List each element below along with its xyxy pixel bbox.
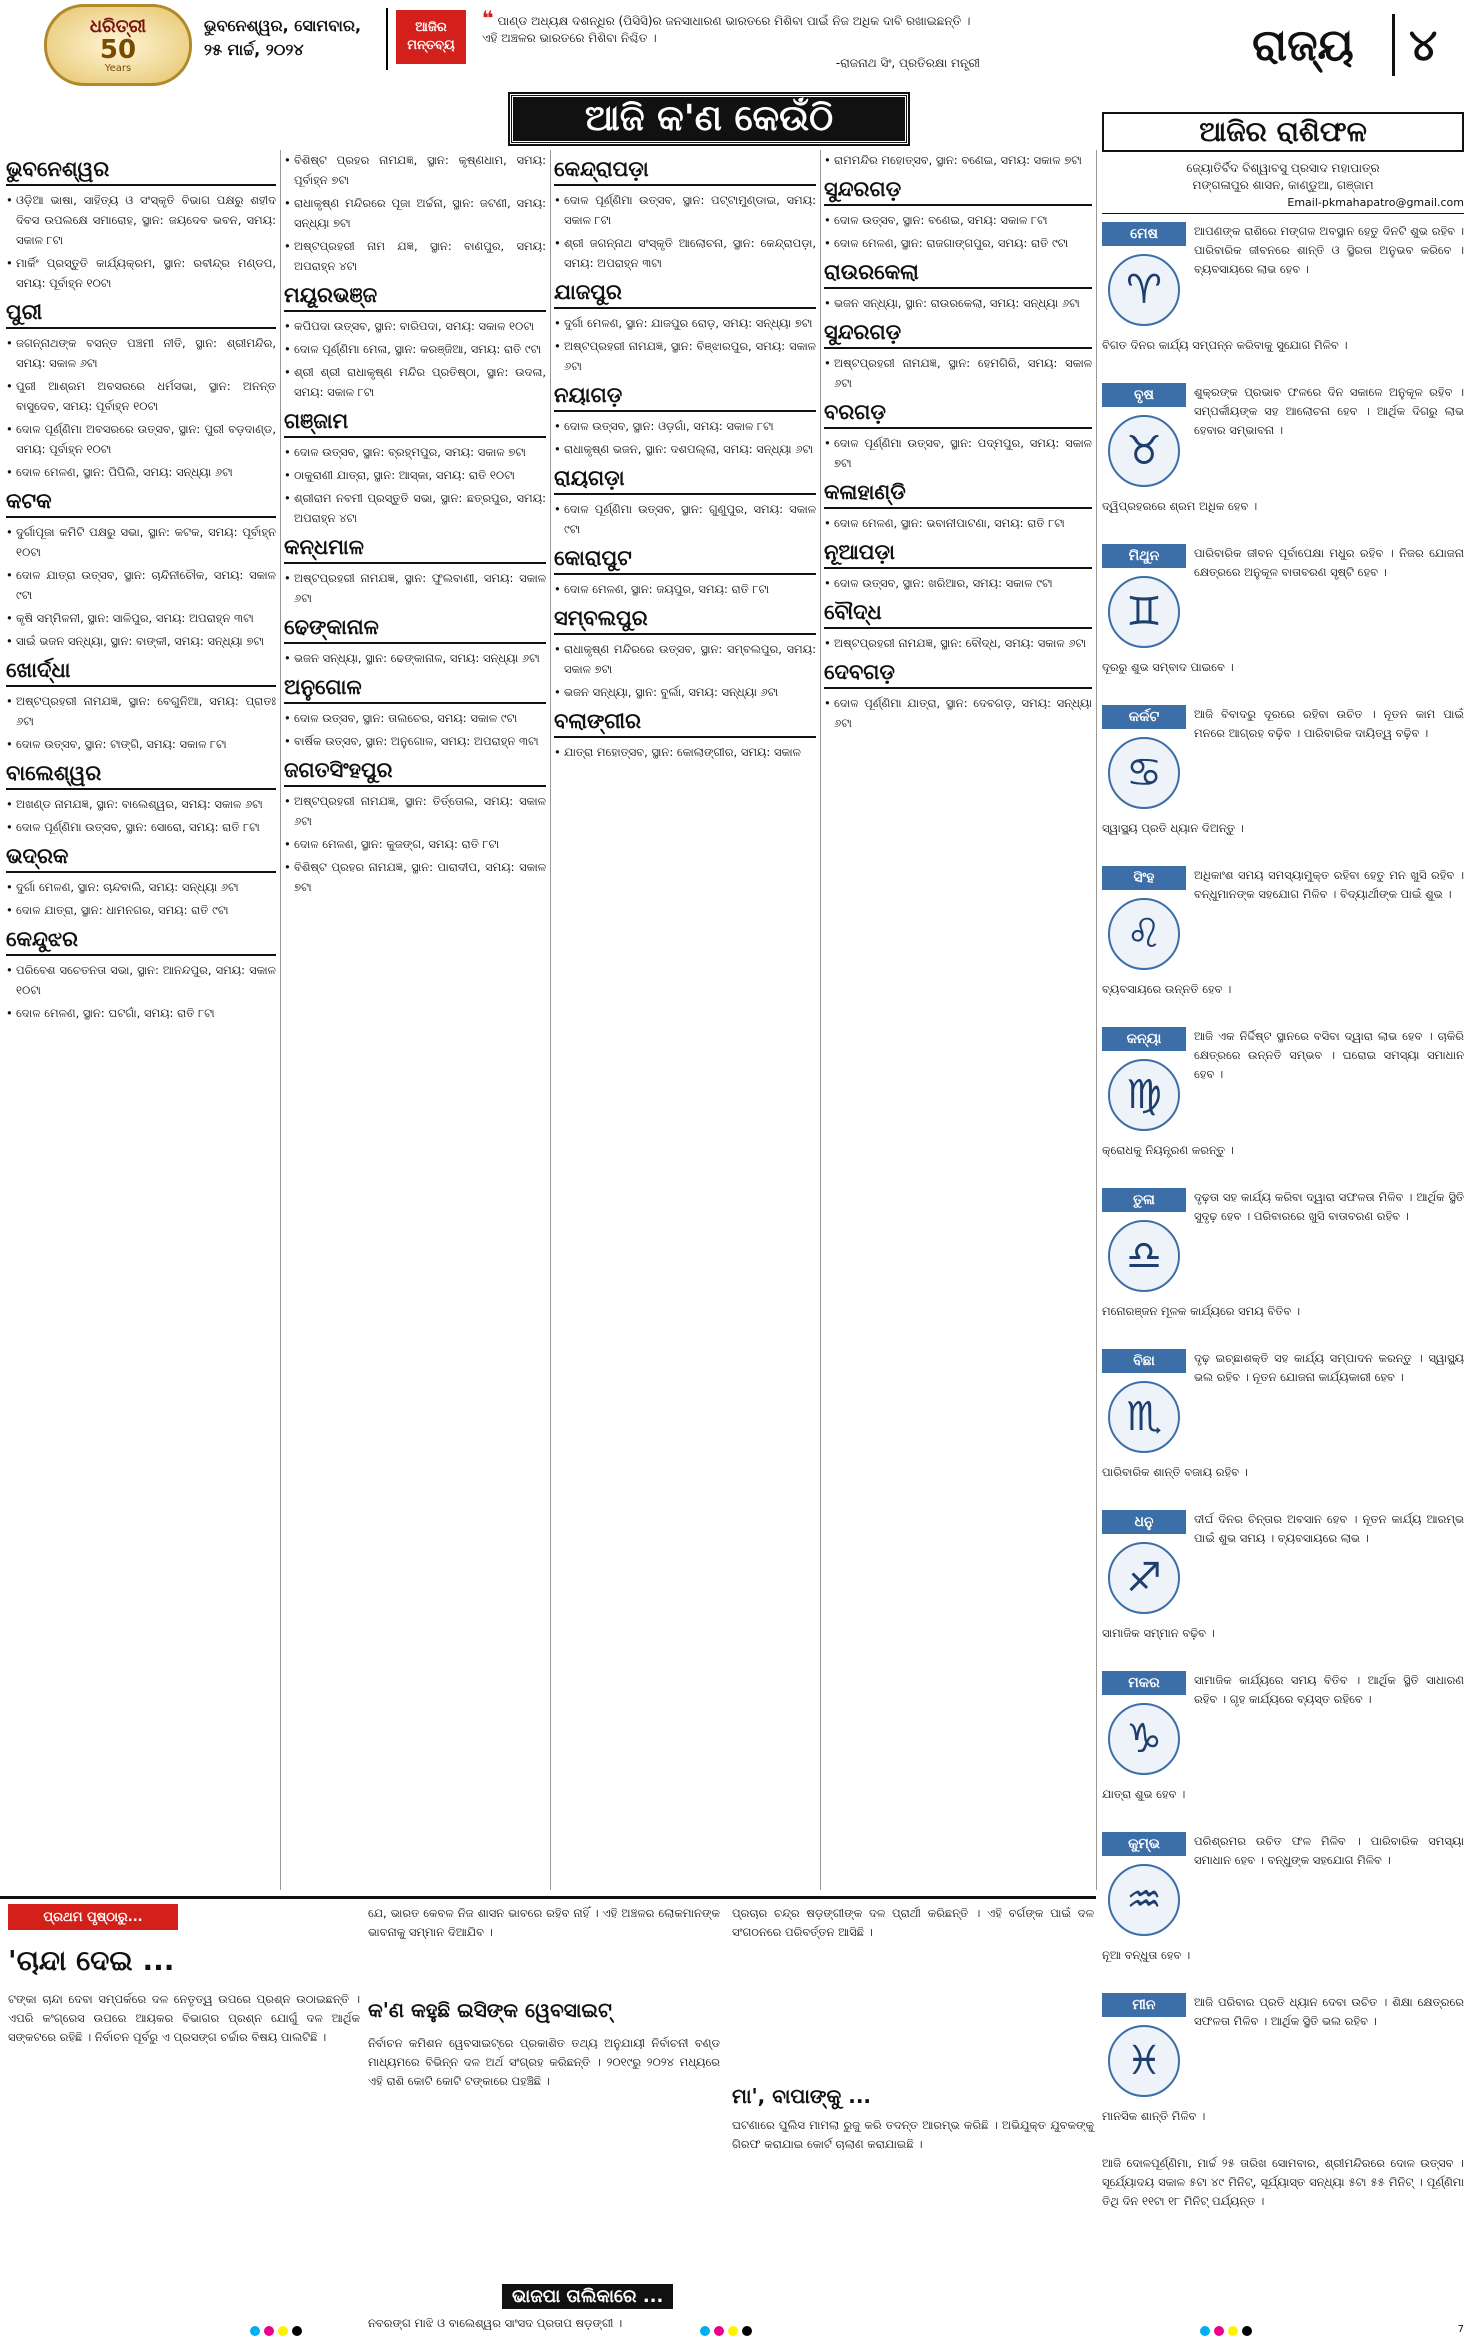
story-text: ନବରଙ୍ଗ ମାଝି ଓ ବାଲେଶ୍ୱର ସାଂସଦ ପ୍ରତାପ ଷଡ଼ଙ୍ଗୀ । (368, 2316, 623, 2330)
district-heading: ପୁରୀ (6, 299, 276, 329)
district-heading: ଅନୁଗୋଳ (284, 674, 546, 704)
zodiac-sign-entry (1102, 383, 1464, 536)
listing-column-1 (6, 150, 276, 1890)
event-listing: • ଠାକୁରାଣୀ ଯାତ୍ରା, ସ୍ଥାନ: ଆସ୍କା, ସମୟ: ରାତି ୧୦ଟା (284, 465, 546, 485)
district-heading: ଜଗତସିଂହପୁର (284, 757, 546, 787)
district-heading: ରାୟଗଡ଼ା (554, 465, 816, 495)
district-heading: ବୌଦ୍ଧ (824, 599, 1092, 629)
event-listing: • ଦୋଳ ମେଳଣ, ସ୍ଥାନ: ଜୟପୁର, ସମୟ: ରାତି ୮ଟା (554, 579, 816, 599)
story-subheadline: ମା', ବାପାଙ୍କୁ ... (732, 2084, 872, 2108)
district-heading: ଭଦ୍ରକ (6, 843, 276, 873)
event-listing: • କପିପଦା ଉତ୍ସବ, ସ୍ଥାନ: ବାରିପଦା, ସମୟ: ସକାଳ ୧୦ଟା (284, 316, 546, 336)
zodiac-sign-name: କନ୍ୟା (1102, 1027, 1186, 1051)
event-listing: • ଦୋଳ ମେଳଣ, ସ୍ଥାନ: ଭବାନୀପାଟଣା, ସମୟ: ରାତି ୮ଟା (824, 513, 1092, 533)
event-listing: • ଶ୍ରୀ ଜଗନ୍ନାଥ ସଂସ୍କୃତି ଆଲୋଚନା, ସ୍ଥାନ: କେନ୍ଦ୍ରାପଡ଼ା, ସମୟ: ଅପରାହ୍ନ ୩ଟା (554, 233, 816, 273)
event-listing: • ଦୋଳ ଉତ୍ସବ, ସ୍ଥାନ: ଟାଙ୍ଗି, ସମୟ: ସକାଳ ୮ଟା (6, 734, 276, 754)
zodiac-prediction: ଆଜି ପରିବାର ପ୍ରତି ଧ୍ୟାନ ଦେବା ଉଚିତ । ଶିକ୍ଷା କ୍ଷେତ୍ରରେ ସଫଳତା ମିଳିବ । ଆର୍ଥିକ ସ୍ଥିତି ଭଲ ରହିବ । (1194, 1995, 1464, 2028)
zodiac-prediction-continued: ସ୍ୱାସ୍ଥ୍ୟ ପ୍ରତି ଧ୍ୟାନ ଦିଅନ୍ତୁ । (1102, 821, 1244, 835)
event-listing: • ଅଷ୍ଟପ୍ରହରୀ ନାମଯଜ୍ଞ, ସ୍ଥାନ: ବିଞ୍ଝାରପୁର, ସମୟ: ସକାଳ ୬ଟା (554, 336, 816, 376)
district-heading: କୋରାପୁଟ (554, 545, 816, 575)
zodiac-symbol-icon: ♓ (1108, 2025, 1180, 2097)
event-listing: • ଜଗନ୍ନାଥଙ୍କ ବସନ୍ତ ପଞ୍ଚମୀ ନୀତି, ସ୍ଥାନ: ଶ୍ରୀମନ୍ଦିର, ସମୟ: ସକାଳ ୬ଟା (6, 333, 276, 373)
event-listing: • ବିଶିଷ୍ଟ ପ୍ରହର ନାମଯଜ୍ଞ, ସ୍ଥାନ: ପାରାଦୀପ, ସମୟ: ସକାଳ ୭ଟା (284, 857, 546, 897)
district-heading: ଢେଙ୍କାନାଳ (284, 614, 546, 644)
district-heading: ଖୋର୍ଦ୍ଧା (6, 657, 276, 687)
zodiac-symbol-icon: ♑ (1108, 1703, 1180, 1775)
event-listing: • ଶ୍ରୀ ଶ୍ରୀ ରାଧାକୃଷ୍ଣ ମନ୍ଦିର ପ୍ରତିଷ୍ଠା, ସ୍ଥାନ: ଉଦଳା, ସମୟ: ସକାଳ ୮ଟା (284, 362, 546, 402)
author-email: Email-pkmahapatro@gmail.com (1287, 196, 1464, 209)
event-listing: • ଅଷ୍ଟପ୍ରହରୀ ନାମ ଯଜ୍ଞ, ସ୍ଥାନ: ବାଣପୁର, ସମୟ: ଅପରାହ୍ନ ୪ଟା (284, 236, 546, 276)
event-listing: • ଅଷ୍ଟପ୍ରହରୀ ନାମଯଜ୍ଞ, ସ୍ଥାନ: ଫୁଲବାଣୀ, ସମୟ: ସକାଳ ୬ଟା (284, 568, 546, 608)
event-listing: • ଦୁର୍ଗା ମେଳଣ, ସ୍ଥାନ: ଯାଜପୁର ରୋଡ଼, ସମୟ: ସନ୍ଧ୍ୟା ୭ଟା (554, 313, 816, 333)
zodiac-sign-entry (1102, 866, 1464, 1019)
story-text: ପ୍ରଚାର ଚନ୍ଦ୍ର ଷଡ଼ଙ୍ଗୀଙ୍କ ଦଳ ପ୍ରାର୍ଥୀ କରିଛନ୍ତି । ଏହି ବର୍ଗଙ୍କ ପାଇଁ ଦଳ ସଂଗଠନରେ ପରିବର୍ତ୍ତନ ଆସିଛି । (732, 1906, 1094, 1939)
event-listing: • ଦୋଳ ପୂର୍ଣ୍ଣିମା ଉତ୍ସବ, ସ୍ଥାନ: ପଦ୍ମପୁର, ସମୟ: ସକାଳ ୭ଟା (824, 433, 1092, 473)
district-heading: ମୟୂରଭଞ୍ଜ (284, 282, 546, 312)
zodiac-sign-name: ମେଷ (1102, 222, 1186, 246)
page-number: ୪ (1409, 19, 1438, 71)
event-listing: • ଅଖଣ୍ଡ ନାମଯଜ୍ଞ, ସ୍ଥାନ: ବାଲେଶ୍ୱର, ସମୟ: ସକାଳ ୬ଟା (6, 794, 276, 814)
registration-marks (1200, 2326, 1252, 2336)
zodiac-sign-name: ମୀନ (1102, 1993, 1186, 2017)
quote-of-the-day (386, 8, 986, 70)
zodiac-symbol-icon: ♌ (1108, 898, 1180, 970)
print-page-number: 7 (1457, 2324, 1464, 2335)
story-text: ଯେ, ଭାରତ କେବଳ ନିଜ ଶାସନ ଭାବରେ ରହିବ ନାହିଁ । ଏହି ଅଞ୍ଚଳର ଲୋକମାନଙ୍କ ଭାବନାକୁ ସମ୍ମାନ ଦିଆଯିବ । (368, 1906, 720, 1939)
zodiac-prediction-continued: ମାନସିକ ଶାନ୍ତି ମିଳିବ । (1102, 2109, 1206, 2123)
zodiac-sign-entry (1102, 705, 1464, 858)
zodiac-sign-entry (1102, 544, 1464, 697)
zodiac-prediction: ଆଜି ଏକ ନିର୍ଦ୍ଦିଷ୍ଟ ସ୍ଥାନରେ ବସିବା ଦ୍ୱାରା ଲାଭ ହେବ । ଚାକିରି କ୍ଷେତ୍ରରେ ଉନ୍ନତି ସମ୍ଭବ । ଘରୋଇ ସମସ୍ୟା ସମାଧାନ ହେବ । (1194, 1029, 1464, 1081)
event-listing: • ଦୋଳ ମେଳଣ, ସ୍ଥାନ: ଘଟଗାଁ, ସମୟ: ରାତି ୮ଟା (6, 1003, 276, 1023)
continued-from-front-tag: ପ୍ରଥମ ପୃଷ୍ଠାରୁ... (8, 1904, 178, 1930)
event-listing: • ଦୋଳ ଉତ୍ସବ, ସ୍ଥାନ: ବ୍ରହ୍ମପୁର, ସମୟ: ସକାଳ ୭ଟା (284, 442, 546, 462)
event-listing: • ଅଷ୍ଟପ୍ରହରୀ ନାମଯଜ୍ଞ, ସ୍ଥାନ: ବୌଦ୍ଧ, ସମୟ: ସକାଳ ୬ଟା (824, 633, 1092, 653)
zodiac-sign-entry (1102, 1832, 1464, 1985)
zodiac-prediction-continued: ଦ୍ୱିପ୍ରହରରେ ଶ୍ରମ ଅଧିକ ହେବ । (1102, 499, 1258, 513)
event-listing: • ଦୋଳ ଯାତ୍ରା, ସ୍ଥାନ: ଧାମନଗର, ସମୟ: ରାତି ୯ଟା (6, 900, 276, 920)
event-listing: • ଯାତ୍ରା ମହୋତ୍ସବ, ସ୍ଥାନ: କୋଲାଙ୍ଗୀର, ସମୟ: ସକାଳ (554, 742, 816, 762)
registration-marks (250, 2326, 302, 2336)
event-listing: • ଭଜନ ସନ୍ଧ୍ୟା, ସ୍ଥାନ: ରାଉରକେଲା, ସମୟ: ସନ୍ଧ୍ୟା ୬ଟା (824, 293, 1092, 313)
zodiac-prediction-continued: ପାରିବାରିକ ଶାନ୍ତି ବଜାୟ ରହିବ । (1102, 1465, 1248, 1479)
column-divider (1096, 150, 1097, 1890)
logo-years: 50 (99, 35, 137, 65)
zodiac-prediction-continued: ବିଗତ ଦିନର କାର୍ଯ୍ୟ ସମ୍ପନ୍ନ କରିବାକୁ ସୁଯୋଗ ମିଳିବ । (1102, 338, 1348, 352)
zodiac-prediction-continued: ମନୋରଞ୍ଜନ ମୂଳକ କାର୍ଯ୍ୟରେ ସମୟ ବିତିବ । (1102, 1304, 1301, 1318)
event-listing: • ଭଜନ ସନ୍ଧ୍ୟା, ସ୍ଥାନ: ଢେଙ୍କାନାଳ, ସମୟ: ସନ୍ଧ୍ୟା ୬ଟା (284, 648, 546, 668)
event-listing: • ଦୋଳ ଉତ୍ସବ, ସ୍ଥାନ: ବଣେଇ, ସମୟ: ସକାଳ ୮ଟା (824, 210, 1092, 230)
district-heading: ବଲାଙ୍ଗୀର (554, 708, 816, 738)
event-listing: • ଅଷ୍ଟପ୍ରହରୀ ନାମଯଜ୍ଞ, ସ୍ଥାନ: ତିର୍ତ୍ତୋଲ, ସମୟ: ସକାଳ ୬ଟା (284, 791, 546, 831)
zodiac-prediction: ଦୀର୍ଘ ଦିନର ଚିନ୍ତାର ଅବସାନ ହେବ । ନୂତନ କାର୍ଯ୍ୟ ଆରମ୍ଭ ପାଇଁ ଶୁଭ ସମୟ । ବ୍ୟବସାୟରେ ଲାଭ । (1194, 1512, 1464, 1545)
zodiac-sign-entry (1102, 1993, 1464, 2146)
event-listing: • ଦୋଳ ଉତ୍ସବ, ସ୍ଥାନ: ଖରିଆର, ସମୟ: ସକାଳ ୯ଟା (824, 573, 1092, 593)
event-listing: • ଦୁର୍ଗାପୂଜା କମିଟି ପକ୍ଷରୁ ସଭା, ସ୍ଥାନ: କଟକ, ସମୟ: ପୂର୍ବାହ୍ନ ୧୦ଟା (6, 522, 276, 562)
column-divider (820, 150, 821, 1890)
event-listing: • ରାଧାକୃଷ୍ଣ ଭଜନ, ସ୍ଥାନ: ଦଶପଲ୍ଲା, ସମୟ: ସନ୍ଧ୍ୟା ୬ଟା (554, 439, 816, 459)
zodiac-symbol-icon: ♊ (1108, 576, 1180, 648)
column-divider (280, 150, 281, 1890)
event-listing: • ଦୋଳ ଉତ୍ସବ, ସ୍ଥାନ: ତାଲଚେର, ସମୟ: ସକାଳ ୯ଟା (284, 708, 546, 728)
district-heading: ବରଗଡ଼ (824, 399, 1092, 429)
author-address: ମଙ୍ଗଳାପୁର ଶାସନ, କାଣ୍ଡୁଆ, ଗଞ୍ଜାମ (1192, 178, 1374, 192)
event-listing: • ରାମମନ୍ଦିର ମହୋତ୍ସବ, ସ୍ଥାନ: ବଣେଇ, ସମୟ: ସକାଳ ୭ଟା (824, 150, 1092, 170)
district-heading: ବାଲେଶ୍ୱର (6, 760, 276, 790)
district-heading: କଳାହାଣ୍ଡି (824, 479, 1092, 509)
district-heading: ଗଞ୍ଜାମ (284, 408, 546, 438)
quote-body: ପାଣ୍ଡ ଅଧ୍ୟକ୍ଷ ଦଶନ୍ଧିର (ପିସିସି)ର ଜନସାଧାରଣ ଭାରତରେ ମିଶିବା ପାଇଁ ନିଜ ଅଧିକ ଦାବି ରଖାଇଛନ୍ତି । ଏହି ଅଞ୍ଚଳର ଭାରତରେ ମିଶିବା ନିଶ୍ଚିତ । (482, 14, 971, 45)
zodiac-sign-name: ମିଥୁନ (1102, 544, 1186, 568)
zodiac-prediction: ସାମାଜିକ କାର୍ଯ୍ୟରେ ସମୟ ବିତିବ । ଆର୍ଥିକ ସ୍ଥିତି ସାଧାରଣ ରହିବ । ଗୃହ କାର୍ଯ୍ୟରେ ବ୍ୟସ୍ତ ରହିବେ । (1194, 1673, 1464, 1706)
event-listing: • ଦୋଳ ମେଳଣ, ସ୍ଥାନ: ପିପିଲି, ସମୟ: ସନ୍ଧ୍ୟା ୬ଟା (6, 462, 276, 482)
district-heading: କେନ୍ଦ୍ରାପଡ଼ା (554, 156, 816, 186)
quote-mark-icon: ❝ (482, 6, 494, 30)
event-listing: • ଦୋଳ ପୂର୍ଣ୍ଣିମା ଅବସରରେ ଉତ୍ସବ, ସ୍ଥାନ: ପୁରୀ ବଡ଼ଦାଣ୍ଡ, ସମୟ: ପୂର୍ବାହ୍ନ ୧୦ଟା (6, 419, 276, 459)
zodiac-sign-name: ମକର (1102, 1671, 1186, 1695)
zodiac-sign-entry (1102, 1188, 1464, 1341)
section-banner: ଆଜି କ'ଣ କେଉଁଠି (510, 94, 908, 144)
story-text: ଟଙ୍କା ଚାନ୍ଦା ଦେବା ସମ୍ପର୍କରେ ଦଳ ନେତୃତ୍ୱ ଉପରେ ପ୍ରଶ୍ନ ଉଠାଇଛନ୍ତି । ଏପରି କଂଗ୍ରେସ ଉପରେ ଆୟକର ବିଭାଗର ପ୍ରଶ୍ନ ଯୋଗୁଁ ଦଳ ଆର୍ଥିକ ସଙ୍କଟରେ ରହିଛି । ନିର୍ବାଚନ ପୂର୍ବରୁ ଏ ପ୍ରସଙ୍ଗ ଚର୍ଚ୍ଚାର ବିଷୟ ପାଲଟିଛି । (8, 1992, 360, 2044)
zodiac-sign-name: କୁମ୍ଭ (1102, 1832, 1186, 1856)
zodiac-symbol-icon: ♎ (1108, 1220, 1180, 1292)
zodiac-symbol-icon: ♍ (1108, 1059, 1180, 1131)
horoscope-author (1102, 160, 1464, 194)
zodiac-symbol-icon: ♒ (1108, 1864, 1180, 1936)
zodiac-prediction-continued: ସାମାଜିକ ସମ୍ମାନ ବଢ଼ିବ । (1102, 1626, 1215, 1640)
author-name: ଜ୍ୟୋତିର୍ବିଦ ବିଶ୍ୱାବସୁ ପ୍ରସାଦ ମହାପାତ୍ର (1186, 161, 1380, 175)
zodiac-sign-list (1102, 222, 1464, 2146)
event-listing: • ଦୋଳ ଉତ୍ସବ, ସ୍ଥାନ: ଓଡ଼ଗାଁ, ସମୟ: ସକାଳ ୮ଟା (554, 416, 816, 436)
zodiac-symbol-icon: ♈ (1108, 254, 1180, 326)
registration-marks (700, 2326, 752, 2336)
district-heading: ଦେବଗଡ଼ (824, 659, 1092, 689)
zodiac-prediction: ଆପଣଙ୍କ ରାଶିରେ ମଙ୍ଗଳ ଅବସ୍ଥାନ ହେତୁ ଦିନଟି ଶୁଭ ରହିବ । ପାରିବାରିକ ଜୀବନରେ ଶାନ୍ତି ଓ ସ୍ଥିରତା ଅନୁଭବ କରିବେ । ବ୍ୟବସାୟରେ ଲାଭ ହେବ । (1194, 224, 1464, 276)
zodiac-sign-name: ଧନୁ (1102, 1510, 1186, 1534)
zodiac-prediction: ଦୃଢ଼ ଇଚ୍ଛାଶକ୍ତି ସହ କାର୍ଯ୍ୟ ସମ୍ପାଦନ କରନ୍ତୁ । ସ୍ୱାସ୍ଥ୍ୟ ଭଲ ରହିବ । ନୂତନ ଯୋଜନା କାର୍ଯ୍ୟକାରୀ ହେବ । (1194, 1351, 1464, 1384)
district-heading: କନ୍ଧମାଳ (284, 534, 546, 564)
event-listing: • ଶ୍ରୀରାମ ନବମୀ ପ୍ରସ୍ତୁତି ସଭା, ସ୍ଥାନ: ଛତ୍ରପୁର, ସମୟ: ଅପରାହ୍ନ ୪ଟା (284, 488, 546, 528)
dateline-place-day: ଭୁବନେଶ୍ୱର, ସୋମବାର, (204, 16, 362, 35)
masthead (0, 0, 1476, 100)
district-heading: ସୁନ୍ଦରଗଡ଼ (824, 176, 1092, 206)
event-listing: • ଦୋଳ ପୂର୍ଣ୍ଣିମା ଉତ୍ସବ, ସ୍ଥାନ: ଗୁଣୁପୁର, ସମୟ: ସକାଳ ୯ଟା (554, 499, 816, 539)
quote-text (482, 6, 982, 47)
event-listing: • ଅଷ୍ଟପ୍ରହରୀ ନାମଯଜ୍ଞ, ସ୍ଥାନ: ବେଗୁନିଆ, ସମୟ: ପ୍ରାତଃ ୬ଟା (6, 691, 276, 731)
listing-column-4 (824, 150, 1092, 1890)
title-divider (1392, 14, 1395, 76)
page-section-name: ରାଜ୍ୟ (1252, 19, 1354, 71)
district-heading: ସୁନ୍ଦରଗଡ଼ (824, 319, 1092, 349)
zodiac-sign-name: ବୃଷ (1102, 383, 1186, 407)
zodiac-sign-entry (1102, 222, 1464, 375)
zodiac-prediction: ପରିଶ୍ରମର ଉଚିତ ଫଳ ମିଳିବ । ପାରିବାରିକ ସମସ୍ୟା ସମାଧାନ ହେବ । ବନ୍ଧୁଙ୍କ ସହଯୋଗ ମିଳିବ । (1194, 1834, 1464, 1867)
dateline-date: ୨୫ ମାର୍ଚ୍ଚ, ୨୦୨୪ (204, 40, 304, 59)
story-headline: 'ଚାନ୍ଦା ଦେଇ ... (8, 1944, 175, 1977)
zodiac-prediction: ଦୃଢ଼ତା ସହ କାର୍ଯ୍ୟ କରିବା ଦ୍ୱାରା ସଫଳତା ମିଳିବ । ଆର୍ଥିକ ସ୍ଥିତି ସୁଦୃଢ଼ ହେବ । ପରିବାରରେ ଖୁସି ବାତାବରଣ ରହିବ । (1194, 1190, 1464, 1223)
event-listing: • ରାଧାକୃଷ୍ଣ ମନ୍ଦିରରେ ଉତ୍ସବ, ସ୍ଥାନ: ସମ୍ବଲପୁର, ସମୟ: ସକାଳ ୭ଟା (554, 639, 816, 679)
event-listing: • ଦୋଳ ମେଳଣ, ସ୍ଥାନ: ରାଜଗାଙ୍ଗପୁର, ସମୟ: ରାତି ୯ଟା (824, 233, 1092, 253)
event-listing: • ଦୁର୍ଗା ମେଳଣ, ସ୍ଥାନ: ଚାନ୍ଦବାଲି, ସମୟ: ସନ୍ଧ୍ୟା ୬ଟା (6, 877, 276, 897)
quote-author: -ରାଜନାଥ ସିଂ, ପ୍ରତିରକ୍ଷା ମନ୍ତ୍ରୀ (835, 56, 980, 70)
zodiac-prediction-continued: ଦୂରରୁ ଶୁଭ ସମ୍ବାଦ ପାଇବେ । (1102, 660, 1234, 674)
event-listing: • ଅଷ୍ଟପ୍ରହରୀ ନାମଯଜ୍ଞ, ସ୍ଥାନ: ହେମଗିରି, ସମୟ: ସକାଳ ୬ଟା (824, 353, 1092, 393)
event-listing: • ମାର୍କିଂ ପ୍ରସ୍ତୁତି କାର୍ଯ୍ୟକ୍ରମ, ସ୍ଥାନ: ରବୀନ୍ଦ୍ର ମଣ୍ଡପ, ସମୟ: ପୂର୍ବାହ୍ନ ୧୦ଟା (6, 253, 276, 293)
event-listing: • ଦୋଳ ଯାତ୍ରା ଉତ୍ସବ, ସ୍ଥାନ: ଚାନ୍ଦିନୀଚୌକ, ସମୟ: ସକାଳ ୯ଟା (6, 565, 276, 605)
event-listing: • ପରିବେଶ ସଚେତନତା ସଭା, ସ୍ଥାନ: ଆନନ୍ଦପୁର, ସମୟ: ସକାଳ ୧୦ଟା (6, 960, 276, 1000)
event-listing: • ଓଡ଼ିଆ ଭାଷା, ସାହିତ୍ୟ ଓ ସଂସ୍କୃତି ବିଭାଗ ପକ୍ଷରୁ ଶହୀଦ ଦିବସ ଉପଲକ୍ଷେ ସମାରୋହ, ସ୍ଥାନ: ଜୟଦେବ ଭବନ, ସମୟ: ସକାଳ ୮ଟା (6, 190, 276, 250)
horoscope-panel (1102, 112, 1464, 2123)
quote-tag-line2: ମନ୍ତବ୍ୟ (407, 38, 455, 53)
district-heading: ସମ୍ବଲପୁର (554, 605, 816, 635)
event-listing: • ଦୋଳ ପୂର୍ଣ୍ଣିମା ଉତ୍ସବ, ସ୍ଥାନ: ପଟ୍ଟାମୁଣ୍ଡାଇ, ସମୟ: ସକାଳ ୮ଟା (554, 190, 816, 230)
event-listing: • ବାର୍ଷିକ ଉତ୍ସବ, ସ୍ଥାନ: ଅନୁଗୋଳ, ସମୟ: ଅପରାହ୍ନ ୩ଟା (284, 731, 546, 751)
event-listing: • ପୁରୀ ଆଶ୍ରମ ଅବସରରେ ଧର୍ମସଭା, ସ୍ଥାନ: ଅନନ୍ତ ବାସୁଦେବ, ସମୟ: ପୂର୍ବାହ୍ନ ୧୦ଟା (6, 376, 276, 416)
zodiac-prediction: ଅଧିକାଂଶ ସମୟ ସମସ୍ୟାମୁକ୍ତ ରହିବା ହେତୁ ମନ ଖୁସି ରହିବ । ବନ୍ଧୁମାନଙ୍କ ସହଯୋଗ ମିଳିବ । ବିଦ୍ୟାର୍ଥୀଙ୍କ ପାଇଁ ଶୁଭ । (1194, 868, 1464, 901)
story-subheadline: ଭାଜପା ତାଲିକାରେ ... (502, 2284, 673, 2309)
zodiac-sign-entry (1102, 1027, 1464, 1180)
zodiac-prediction: ପାରିବାରିକ ଜୀବନ ପୂର୍ବାପେକ୍ଷା ମଧୁର ରହିବ । ନିଜର ଯୋଜନା କ୍ଷେତ୍ରରେ ଅନୁକୂଳ ବାତାବରଣ ସୃଷ୍ଟି ହେବ । (1194, 546, 1464, 579)
event-listing: • ଦୋଳ ପୂର୍ଣ୍ଣିମା ଉତ୍ସବ, ସ୍ଥାନ: ସୋରୋ, ସମୟ: ରାତି ୮ଟା (6, 817, 276, 837)
story-text: ନିର୍ବାଚନ କମିଶନ ୱେବସାଇଟ୍‌ରେ ପ୍ରକାଶିତ ତଥ୍ୟ ଅନୁଯାୟୀ ନିର୍ବାଚନୀ ବଣ୍ଡ ମାଧ୍ୟମରେ ବିଭିନ୍ନ ଦଳ ଅର୍ଥ ସଂଗ୍ରହ କରିଛନ୍ତି । ୨୦୧୯ରୁ ୨୦୨୪ ମଧ୍ୟରେ ଏହି ରାଶି କୋଟି କୋଟି ଟଙ୍କାରେ ପହଞ୍ଚିଛି । (368, 2036, 720, 2088)
quote-tag (396, 10, 466, 64)
listing-column-3 (554, 150, 816, 1890)
event-listing: • ରାଧାକୃଷ୍ଣ ମନ୍ଦିରରେ ପୂଜା ଅର୍ଚ୍ଚନା, ସ୍ଥାନ: ଜଟଣୀ, ସମୟ: ସନ୍ଧ୍ୟା ୭ଟା (284, 193, 546, 233)
event-listing: • ବିଶିଷ୍ଟ ପ୍ରହର ନାମଯଜ୍ଞ, ସ୍ଥାନ: କୃଷ୍ଣଧାମ, ସମୟ: ପୂର୍ବାହ୍ନ ୭ଟା (284, 150, 546, 190)
quote-tag-line1: ଆଜିର (415, 20, 447, 35)
district-heading: ନୂଆପଡ଼ା (824, 539, 1092, 569)
district-heading: କେନ୍ଦୁଝର (6, 926, 276, 956)
story-subheadline: କ'ଣ କହୁଛି ଇସିଙ୍କ ୱେବସାଇଟ୍ (368, 1998, 612, 2022)
horoscope-divider (1102, 213, 1464, 214)
logo-name: ଧରିତ୍ରୀ (89, 16, 147, 37)
logo-years-label: Years (104, 63, 132, 74)
district-heading: ଯାଜପୁର (554, 279, 816, 309)
district-heading: ନୟାଗଡ଼ (554, 382, 816, 412)
zodiac-prediction: ଶୁକ୍ରଙ୍କ ପ୍ରଭାବ ଫଳରେ ଦିନ ସକାଳେ ଅନୁକୂଳ ରହିବ । ସମ୍ପର୍କୀୟଙ୍କ ସହ ଆଲୋଚନା ହେବ । ଆର୍ଥିକ ଦିଗରୁ ଲାଭ ହେବାର ସମ୍ଭାବନା । (1194, 385, 1464, 437)
zodiac-symbol-icon: ♏ (1108, 1381, 1180, 1453)
event-listing: • ଦୋଳ ପୂର୍ଣ୍ଣିମା ମେଳା, ସ୍ଥାନ: କରଞ୍ଜିଆ, ସମୟ: ରାତି ୯ଟା (284, 339, 546, 359)
panchang-text: ଆଜି ଦୋଳପୂର୍ଣ୍ଣିମା, ମାର୍ଚ୍ଚ ୨୫ ତାରିଖ ସୋମବାର, ଶ୍ରୀମନ୍ଦିରରେ ଦୋଳ ଉତ୍ସବ । ସୂର୍ଯ୍ୟୋଦୟ ସକାଳ ୫ଟା ୪୯ ମିନିଟ୍, ସୂର୍ଯ୍ୟାସ୍ତ ସନ୍ଧ୍ୟା ୫ଟା ୫୫ ମିନିଟ୍ । ପୂର୍ଣ୍ଣିମା ତିଥି ଦିନ ୧୧ଟା ୧୮ ମିନିଟ୍ ପର୍ଯ୍ୟନ୍ତ । (1102, 2156, 1464, 2208)
district-heading: କଟକ (6, 488, 276, 518)
story-text: ଘଟଣାରେ ପୁଲିସ ମାମଲା ରୁଜୁ କରି ତଦନ୍ତ ଆରମ୍ଭ କରିଛି । ଅଭିଯୁକ୍ତ ଯୁବକଙ୍କୁ ଗିରଫ କରାଯାଇ କୋର୍ଟ ଚାଲାଣ କରାଯାଇଛି । (732, 2118, 1094, 2151)
zodiac-sign-name: ସିଂହ (1102, 866, 1186, 890)
zodiac-symbol-icon: ♐ (1108, 1542, 1180, 1614)
dateline (204, 14, 374, 62)
zodiac-prediction: ଆଜି ବିବାଦରୁ ଦୂରରେ ରହିବା ଉଚିତ । ନୂତନ କାମ ପାଇଁ ମନରେ ଆଗ୍ରହ ବଢ଼ିବ । ପାରିବାରିକ ଦାୟିତ୍ୱ ବଢ଼ିବ । (1194, 707, 1464, 740)
event-listing: • ସାଇଁ ଭଜନ ସନ୍ଧ୍ୟା, ସ୍ଥାନ: ବାଙ୍କୀ, ସମୟ: ସନ୍ଧ୍ୟା ୭ଟା (6, 631, 276, 651)
listing-column-2 (284, 150, 546, 1890)
event-listing: • କୃଷି ସମ୍ମିଳନୀ, ସ୍ଥାନ: ସାଳିପୁର, ସମୟ: ଅପରାହ୍ନ ୩ଟା (6, 608, 276, 628)
zodiac-sign-name: କର୍କଟ (1102, 705, 1186, 729)
page-section-title (1228, 10, 1458, 80)
zodiac-symbol-icon: ♋ (1108, 737, 1180, 809)
event-listing: • ଦୋଳ ପୂର୍ଣ୍ଣିମା ଯାତ୍ରା, ସ୍ଥାନ: ଦେବଗଡ଼, ସମୟ: ସନ୍ଧ୍ୟା ୬ଟା (824, 693, 1092, 733)
zodiac-prediction-continued: ନୂଆ ବନ୍ଧୁତା ହେବ । (1102, 1948, 1191, 1962)
event-listing: • ଦୋଳ ମେଳଣ, ସ୍ଥାନ: କୁଜଙ୍ଗ, ସମୟ: ରାତି ୮ଟା (284, 834, 546, 854)
horoscope-title: ଆଜିର ରାଶିଫଳ (1102, 112, 1464, 152)
district-heading: ରାଉରକେଲା (824, 259, 1092, 289)
bottom-divider (0, 1896, 1096, 1899)
event-listing: • ଭଜନ ସନ୍ଧ୍ୟା, ସ୍ଥାନ: ବୁର୍ଲା, ସମୟ: ସନ୍ଧ୍ୟା ୬ଟା (554, 682, 816, 702)
zodiac-sign-name: ତୁଳା (1102, 1188, 1186, 1212)
newspaper-logo (44, 4, 192, 86)
zodiac-prediction-continued: ବ୍ୟବସାୟରେ ଉନ୍ନତି ହେବ । (1102, 982, 1232, 996)
zodiac-symbol-icon: ♉ (1108, 415, 1180, 487)
zodiac-sign-entry (1102, 1671, 1464, 1824)
zodiac-prediction-continued: ଯାତ୍ରା ଶୁଭ ହେବ । (1102, 1787, 1186, 1801)
zodiac-sign-name: ବିଛା (1102, 1349, 1186, 1373)
zodiac-sign-entry (1102, 1349, 1464, 1502)
zodiac-prediction-continued: କ୍ରୋଧକୁ ନିୟନ୍ତ୍ରଣ କରନ୍ତୁ । (1102, 1143, 1234, 1157)
zodiac-sign-entry (1102, 1510, 1464, 1663)
district-heading: ଭୁବନେଶ୍ୱର (6, 156, 276, 186)
column-divider (550, 150, 551, 1890)
